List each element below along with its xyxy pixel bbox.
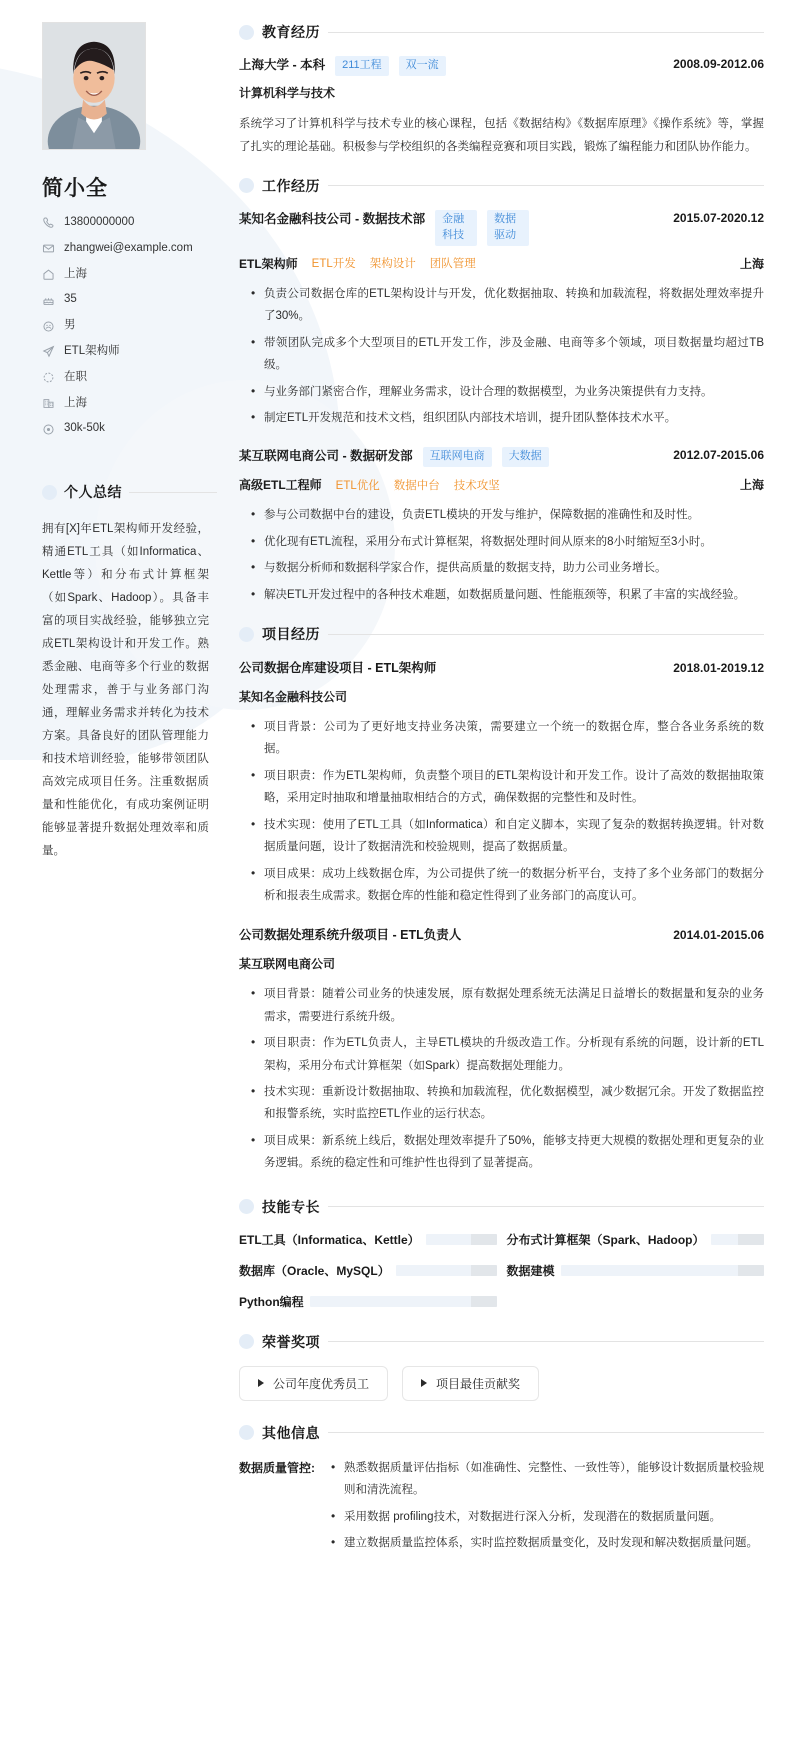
project-company: 某互联网电商公司 (239, 957, 336, 972)
bullet-item: • 参与公司数据中台的建设，负责ETL模块的开发与维护，保障数据的准确性和及时性。 (255, 504, 764, 526)
divider (328, 185, 764, 186)
job-role: ETL架构师 (239, 256, 298, 271)
profile-photo-illustration (43, 23, 145, 149)
company-tag: 大数据 (502, 447, 549, 467)
project-date: 2014.01-2015.06 (673, 928, 764, 943)
project-name: 公司数据仓库建设项目 - ETL架构师 (239, 661, 437, 675)
contact-value: 上海 (64, 396, 87, 409)
skill-label: Python编程 (239, 1294, 304, 1309)
bullet-item: • 优化现有ETL流程，采用分布式计算框架，将数据处理时间从原来的8小时缩短至3小时。 (255, 531, 764, 553)
work-date: 2012.07-2015.06 (673, 448, 764, 463)
work-entry (239, 447, 764, 606)
divider (328, 1432, 764, 1433)
company-name: 某知名金融科技公司 - 数据技术部 (239, 211, 426, 226)
summary-text: 拥有[X]年ETL架构师开发经验，精通ETL工具（如Informatica、Kettle等）和分布式计算框架（如Spark、Hadoop）。具备丰富的项目实战经验，能够独立完成ETL架构设计和开发工作。熟悉金融、电商等多个行业的数据处理需求，善于与业务部门沟通，理解业务需求并转化为技术方案。具备良好的团队管理能力和技术培训经验，能够带领团队高效完成项目任务。注重数据质量和性能优化，有成功案例证明能够显著提升数据处理效率和质量。 (42, 523, 209, 858)
skill-level-bar (396, 1265, 497, 1276)
contact-item-age (42, 293, 217, 307)
contact-list (42, 216, 217, 436)
contact-value: 13800000000 (64, 216, 135, 228)
projects-section-header (239, 624, 764, 644)
bullet-item: • 项目背景：公司为了更好地支持业务决策，需要建立一个统一的数据仓库，整合各业务系统的数据。 (255, 716, 764, 761)
bullet-item: • 与业务部门紧密合作，理解业务需求，设计合理的数据模型，为业务决策提供有力支持。 (255, 381, 764, 403)
bullet-item: • 项目职责：作为ETL架构师，负责整个项目的ETL架构设计和开发工作。设计了高效的数据抽取策略，采用定时抽取和增量抽取相结合的方式，确保数据的完整性和及时性。 (255, 765, 764, 810)
bullet-item: • 解决ETL开发过程中的各种技术难题，如数据质量问题、性能瓶颈等，积累了丰富的实战经验。 (255, 584, 764, 606)
bullet-item: • 熟悉数据质量评估指标（如准确性、完整性、一致性等），能够设计数据质量校验规则和清洗流程。 (335, 1457, 764, 1502)
bullet-item: • 技术实现：使用了ETL工具（如Informatica）和自定义脚本，实现了复杂的数据转换逻辑。针对数据质量问题，设计了数据清洗和校验规则，提高了数据质量。 (255, 814, 764, 859)
projects-section (239, 624, 764, 1175)
skill-tag: 技术攻坚 (453, 479, 500, 492)
company-tag: 数据驱动 (487, 210, 529, 246)
section-dot-icon (239, 627, 254, 642)
main-content (235, 22, 764, 1564)
project-company: 某知名金融科技公司 (239, 690, 348, 704)
project-date: 2018.01-2019.12 (673, 661, 764, 675)
contact-value: 30k-50k (64, 422, 105, 435)
education-title: 教育经历 (262, 24, 320, 40)
bullet-item: • 带领团队完成多个大型项目的ETL开发工作，涉及金融、电商等多个领域，项目数据量均超过TB级。 (255, 332, 764, 377)
contact-value: 男 (64, 319, 76, 332)
skill-tag: 架构设计 (369, 258, 416, 271)
cake-icon (42, 294, 55, 307)
section-dot-icon (239, 1199, 254, 1214)
honors-title: 荣誉奖项 (262, 1333, 320, 1350)
school-name: 上海大学 - 本科 (239, 58, 326, 72)
divider (328, 32, 764, 33)
play-triangle-icon (258, 1379, 264, 1387)
contact-item-email (42, 242, 217, 256)
skills-title: 技能专长 (262, 1198, 320, 1215)
work-bullets (239, 504, 764, 606)
project-entry (239, 925, 764, 1174)
section-dot-icon (42, 485, 57, 500)
contact-item-city (42, 397, 217, 411)
project-name: 公司数据处理系统升级项目 - ETL负责人 (239, 928, 462, 943)
bullet-item: • 采用数据 profiling技术，对数据进行深入分析，发现潜在的数据质量问题。 (335, 1506, 764, 1528)
skill-level-bar (561, 1265, 764, 1276)
other-info-section-header (239, 1423, 764, 1443)
summary-title: 个人总结 (64, 484, 122, 501)
skill-tag: ETL优化 (335, 479, 380, 492)
profile-photo (42, 22, 146, 150)
section-dot-icon (239, 25, 254, 40)
mail-icon (42, 242, 55, 255)
skills-section-header (239, 1197, 764, 1217)
contact-item-salary (42, 422, 217, 436)
contact-item-position (42, 345, 217, 359)
honor-chip[interactable] (239, 1366, 388, 1401)
section-dot-icon (239, 1334, 254, 1349)
project-bullets (239, 716, 764, 907)
bullet-item: • 项目职责：作为ETL负责人，主导ETL模块的升级改造工作。分析现有系统的问题，设计新的ETL架构，采用分布式计算框架（如Spark）提高数据处理能力。 (255, 1032, 764, 1077)
bullet-item: • 项目成果：新系统上线后，数据处理效率提升了50%，能够支持更大规模的数据处理和更复杂的业务逻辑。系统的稳定性和可维护性也得到了显著提高。 (255, 1130, 764, 1175)
contact-value: 35 (64, 293, 77, 306)
projects-title: 项目经历 (262, 626, 320, 642)
divider (328, 634, 764, 635)
work-date: 2015.07-2020.12 (673, 210, 764, 225)
other-info-bullets (319, 1457, 764, 1502)
skill-level-bar (310, 1296, 497, 1307)
honors-section-header (239, 1332, 764, 1352)
other-info-row (239, 1457, 764, 1559)
contact-item-hometown (42, 268, 217, 282)
divider (129, 492, 217, 493)
skill-item (239, 1293, 497, 1310)
skill-label: 数据库（Oracle、MySQL） (239, 1263, 390, 1278)
section-dot-icon (239, 178, 254, 193)
work-entry (239, 210, 764, 429)
skill-tag: 数据中台 (393, 479, 440, 492)
rocket-icon (42, 345, 55, 358)
contact-item-gender (42, 319, 217, 333)
skill-item (239, 1262, 497, 1279)
project-entry (239, 658, 764, 907)
contact-item-phone (42, 216, 217, 230)
bullet-item: • 建立数据质量监控体系，实时监控数据质量变化，及时发现和解决数据质量问题。 (335, 1532, 764, 1554)
work-section-header (239, 176, 764, 196)
skill-tag: ETL开发 (311, 258, 356, 271)
divider (328, 1206, 764, 1207)
skill-label: 分布式计算框架（Spark、Hadoop） (506, 1232, 705, 1247)
other-info-label: 数据质量管控: (239, 1460, 315, 1475)
sidebar (30, 22, 235, 863)
education-entry (239, 56, 764, 158)
skill-level-bar (426, 1234, 497, 1245)
contact-value: ETL架构师 (64, 344, 120, 357)
education-major: 计算机科学与技术 (239, 85, 336, 100)
bullet-item: • 技术实现：重新设计数据抽取、转换和加载流程，优化数据模型，减少数据冗余。开发了数据监控和报警系统，实时监控ETL作业的运行状态。 (255, 1081, 764, 1126)
job-role: 高级ETL工程师 (239, 478, 322, 493)
skills-grid (239, 1231, 764, 1310)
other-info-section (239, 1423, 764, 1559)
work-bullets (239, 283, 764, 430)
bullet-item: • 制定ETL开发规范和技术文档，组织团队内部技术培训，提升团队整体技术水平。 (255, 407, 764, 429)
honors-section (239, 1332, 764, 1401)
company-tag: 金融科技 (435, 210, 477, 246)
education-tag: 211工程 (335, 56, 389, 76)
other-info-bullets-sub (319, 1506, 764, 1555)
education-tag: 双一流 (399, 56, 446, 76)
contact-value: 在职 (64, 370, 87, 383)
contact-value: zhangwei@example.com (64, 241, 193, 254)
skill-level-bar (711, 1234, 764, 1245)
page-title: 简小全 (42, 177, 108, 200)
phone-icon (42, 216, 55, 229)
project-bullets (239, 983, 764, 1174)
job-location: 上海 (739, 256, 764, 271)
company-name: 某互联网电商公司 - 数据研发部 (239, 449, 413, 464)
contact-value: 上海 (64, 267, 87, 280)
skill-label: ETL工具（Informatica、Kettle） (239, 1232, 420, 1247)
honors-list (239, 1366, 764, 1401)
honor-label: 项目最佳贡献奖 (436, 1376, 521, 1391)
divider (328, 1341, 764, 1342)
education-description: 系统学习了计算机科学与技术专业的核心课程，包括《数据结构》《数据库原理》《操作系统》等，掌握了扎实的理论基础。积极参与学校组织的各类编程竞赛和项目实践，锻炼了编程能力和团队协作能力。 (239, 118, 764, 153)
gender-icon (42, 320, 55, 333)
section-dot-icon (239, 1425, 254, 1440)
skill-tag: 团队管理 (429, 258, 476, 271)
skills-section (239, 1197, 764, 1310)
bullet-item: • 项目背景：随着公司业务的快速发展，原有数据处理系统无法满足日益增长的数据量和复杂的业务需求，需要进行系统升级。 (255, 983, 764, 1028)
skill-label: 数据建模 (506, 1263, 555, 1278)
honor-chip[interactable] (402, 1366, 539, 1401)
salary-icon (42, 423, 55, 436)
building-icon (42, 397, 55, 410)
education-date: 2008.09-2012.06 (673, 57, 764, 71)
skill-item (507, 1262, 765, 1279)
contact-item-status (42, 371, 217, 385)
education-section (239, 22, 764, 158)
work-section (239, 176, 764, 606)
other-info-title: 其他信息 (262, 1424, 320, 1441)
status-icon (42, 371, 55, 384)
bullet-item: • 负责公司数据仓库的ETL架构设计与开发，优化数据抽取、转换和加载流程，将数据处理效率提升了30%。 (255, 283, 764, 328)
bullet-item: • 与数据分析师和数据科学家合作，提供高质量的数据支持，助力公司业务增长。 (255, 557, 764, 579)
education-section-header (239, 22, 764, 42)
summary-section-header (42, 482, 217, 502)
work-title: 工作经历 (262, 177, 320, 194)
skill-item (239, 1231, 497, 1248)
home-icon (42, 268, 55, 281)
play-triangle-icon (421, 1379, 427, 1387)
company-tag: 互联网电商 (423, 447, 492, 467)
honor-label: 公司年度优秀员工 (273, 1376, 370, 1391)
skill-item (507, 1231, 765, 1248)
job-location: 上海 (739, 478, 764, 493)
bullet-item: • 项目成果：成功上线数据仓库，为公司提供了统一的数据分析平台，支持了多个业务部门的数据分析和报表生成需求。数据仓库的性能和稳定性得到了业务部门的高度认可。 (255, 863, 764, 908)
